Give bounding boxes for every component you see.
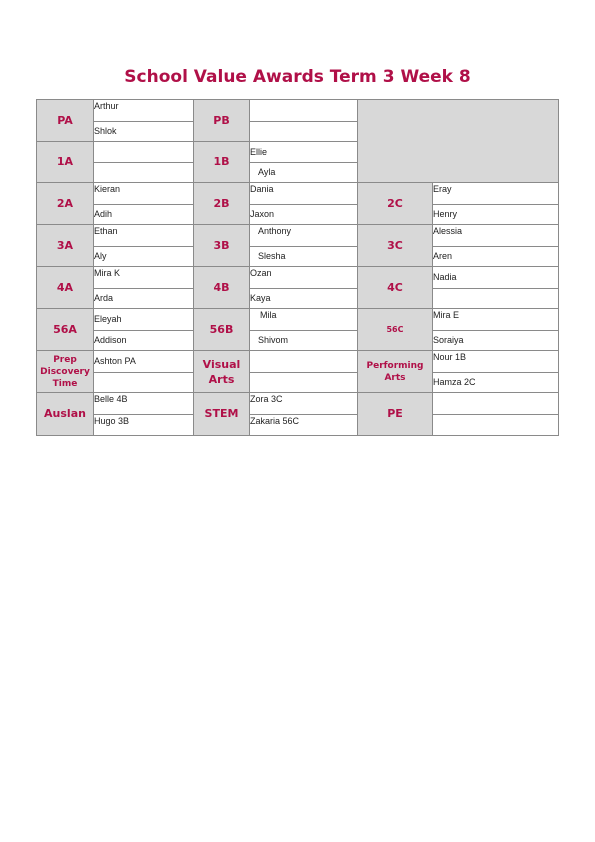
label-line: Time [52, 378, 78, 389]
class-label-56a: 56A [37, 309, 94, 351]
class-label-visual-arts [194, 351, 250, 393]
table-row [37, 100, 559, 122]
award-name: Eray [433, 183, 559, 205]
award-name: Zakaria 56C [250, 414, 358, 436]
award-name: Soraiya [433, 330, 559, 351]
table-row [37, 267, 559, 289]
label-line: Discovery [40, 366, 90, 377]
award-name: Adih [94, 204, 194, 225]
award-name: Mila [250, 309, 358, 331]
award-name [250, 372, 358, 393]
award-name: Ellie [250, 142, 358, 163]
class-label-3a: 3A [37, 225, 94, 267]
award-name: Dania [250, 183, 358, 205]
award-name: Ashton PA [94, 351, 194, 373]
class-label-56c: 56C [358, 309, 433, 351]
label-line: Prep [53, 354, 77, 365]
award-name: Henry [433, 204, 559, 225]
award-name: Nadia [433, 267, 559, 289]
award-name: Kaya [250, 288, 358, 309]
label-line: Arts [384, 372, 406, 383]
award-name: Kieran [94, 183, 194, 205]
empty-cell [358, 100, 559, 183]
award-name: Addison [94, 330, 194, 351]
award-name: Hamza 2C [433, 372, 559, 393]
award-name [250, 100, 358, 122]
class-label-pa: PA [37, 100, 94, 142]
award-name: Arthur [94, 100, 194, 122]
class-label-prep-discovery-time [37, 351, 94, 393]
award-name: Ayla [250, 162, 358, 183]
award-name [433, 414, 559, 436]
award-name: Mira E [433, 309, 559, 331]
award-name: Anthony [250, 225, 358, 247]
award-name [433, 288, 559, 309]
class-label-pb: PB [194, 100, 250, 142]
table-row [37, 246, 559, 267]
table-row [37, 351, 559, 373]
table-row [37, 288, 559, 309]
class-label-performing-arts [358, 351, 433, 393]
class-label-3b: 3B [194, 225, 250, 267]
award-name: Alessia [433, 225, 559, 247]
award-name: Shivom [250, 330, 358, 351]
award-name: Belle 4B [94, 393, 194, 415]
table-row [37, 330, 559, 351]
class-label-stem: STEM [194, 393, 250, 436]
table-row [37, 204, 559, 225]
award-name: Nour 1B [433, 351, 559, 373]
award-name: Aly [94, 246, 194, 267]
table-row [37, 414, 559, 436]
class-label-2b: 2B [194, 183, 250, 225]
award-name [250, 121, 358, 142]
label-line: Performing [366, 360, 424, 371]
award-name: Ozan [250, 267, 358, 289]
award-name [94, 142, 194, 163]
class-label-1b: 1B [194, 142, 250, 183]
award-name [94, 372, 194, 393]
class-label-pe: PE [358, 393, 433, 436]
award-name [250, 351, 358, 373]
class-label-4a: 4A [37, 267, 94, 309]
page-title: School Value Awards Term 3 Week 8 [124, 67, 471, 87]
table-row [37, 309, 559, 331]
award-name [433, 393, 559, 415]
awards-table [36, 99, 559, 436]
table-row [37, 372, 559, 393]
award-name: Slesha [250, 246, 358, 267]
award-name: Jaxon [250, 204, 358, 225]
award-name: Hugo 3B [94, 414, 194, 436]
class-label-1a: 1A [37, 142, 94, 183]
class-label-2a: 2A [37, 183, 94, 225]
class-label-auslan: Auslan [37, 393, 94, 436]
award-name: Mira K [94, 267, 194, 289]
award-name: Ethan [94, 225, 194, 247]
label-line: Visual [202, 357, 241, 371]
class-label-2c: 2C [358, 183, 433, 225]
table-row [37, 393, 559, 415]
award-name: Eleyah [94, 309, 194, 331]
class-label-3c: 3C [358, 225, 433, 267]
award-name: Aren [433, 246, 559, 267]
table-row [37, 183, 559, 205]
class-label-56b: 56B [194, 309, 250, 351]
award-name [94, 162, 194, 183]
award-name: Zora 3C [250, 393, 358, 415]
award-name: Shlok [94, 121, 194, 142]
label-line: Arts [208, 372, 235, 386]
award-name: Arda [94, 288, 194, 309]
class-label-4c: 4C [358, 267, 433, 309]
class-label-4b: 4B [194, 267, 250, 309]
table-row [37, 225, 559, 247]
